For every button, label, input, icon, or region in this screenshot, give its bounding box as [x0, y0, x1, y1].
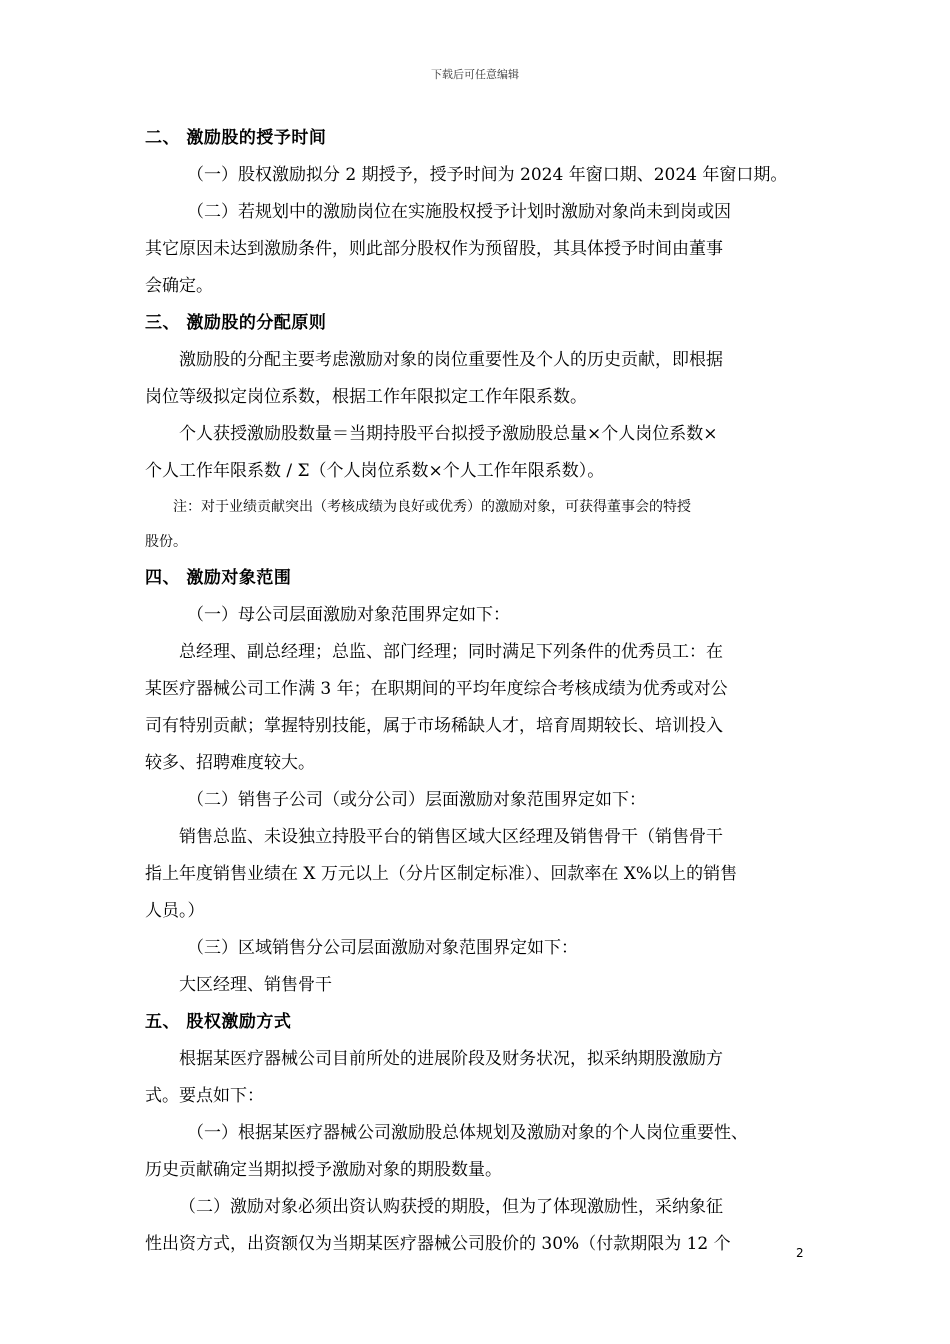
- paragraph-line: 销售总监、未设独立持股平台的销售区域大区经理及销售骨干（销售骨干: [179, 827, 723, 847]
- paragraph: （一）母公司层面激励对象范围界定如下：: [187, 605, 510, 625]
- paragraph-line: 岗位等级拟定岗位系数，根据工作年限拟定工作年限系数。: [145, 387, 587, 407]
- section-heading: 五、 股权激励方式: [145, 1012, 292, 1032]
- note-line: 注：对于业绩贡献突出（考核成绩为良好或优秀）的激励对象，可获得董事会的特授: [173, 499, 691, 515]
- paragraph-line: 总经理、副总经理；总监、部门经理；同时满足下列条件的优秀员工：在: [179, 642, 723, 662]
- note-line: 股份。: [145, 534, 187, 550]
- section-heading: 四、 激励对象范围: [145, 568, 292, 588]
- paragraph-line: （二）激励对象必须出资认购获授的期股，但为了体现激励性，采纳象征: [179, 1197, 723, 1217]
- paragraph: （三）区域销售分公司层面激励对象范围界定如下：: [187, 938, 578, 958]
- paragraph-line: 其它原因未达到激励条件，则此部分股权作为预留股，其具体授予时间由董事: [145, 239, 723, 259]
- paragraph-line: 较多、招聘难度较大。: [145, 753, 315, 773]
- paragraph-line: 历史贡献确定当期拟授予激励对象的期股数量。: [145, 1160, 502, 1180]
- paragraph-line: （二）若规划中的激励岗位在实施股权授予计划时激励对象尚未到岗或因: [187, 202, 731, 222]
- paragraph: （一）股权激励拟分 2 期授予，授予时间为 2024 年窗口期、2024 年窗口期。: [187, 165, 788, 185]
- paragraph-line: 根据某医疗器械公司目前所处的进展阶段及财务状况，拟采纳期股激励方: [179, 1049, 723, 1069]
- page-number: 2: [796, 1246, 804, 1260]
- paragraph: 大区经理、销售骨干: [179, 975, 332, 995]
- paragraph-line: 某医疗器械公司工作满 3 年；在职期间的平均年度综合考核成绩为优秀或对公: [145, 679, 728, 699]
- section-heading: 三、 激励股的分配原则: [145, 313, 327, 333]
- paragraph-line: 会确定。: [145, 276, 213, 296]
- paragraph-line: 性出资方式，出资额仅为当期某医疗器械公司股价的 30%（付款期限为 12 个: [145, 1234, 731, 1254]
- paragraph-line: （一）根据某医疗器械公司激励股总体规划及激励对象的个人岗位重要性、: [187, 1123, 748, 1143]
- paragraph-line: 激励股的分配主要考虑激励对象的岗位重要性及个人的历史贡献，即根据: [179, 350, 723, 370]
- paragraph-line: 人员。）: [145, 901, 205, 921]
- formula-line: 个人获授激励股数量＝当期持股平台拟授予激励股总量×个人岗位系数×: [179, 424, 718, 444]
- document-body: [145, 120, 810, 1263]
- paragraph-line: 指上年度销售业绩在 X 万元以上（分片区制定标准）、回款率在 X%以上的销售: [145, 864, 738, 884]
- page-header: 下载后可任意编辑: [431, 68, 519, 81]
- paragraph: （二）销售子公司（或分公司）层面激励对象范围界定如下：: [187, 790, 646, 810]
- paragraph-line: 式。要点如下：: [145, 1086, 264, 1106]
- formula-line: 个人工作年限系数 / Σ（个人岗位系数×个人工作年限系数）。: [145, 461, 605, 481]
- section-heading: 二、 激励股的授予时间: [145, 128, 327, 148]
- paragraph-line: 司有特别贡献；掌握特别技能，属于市场稀缺人才，培育周期较长、培训投入: [145, 716, 723, 736]
